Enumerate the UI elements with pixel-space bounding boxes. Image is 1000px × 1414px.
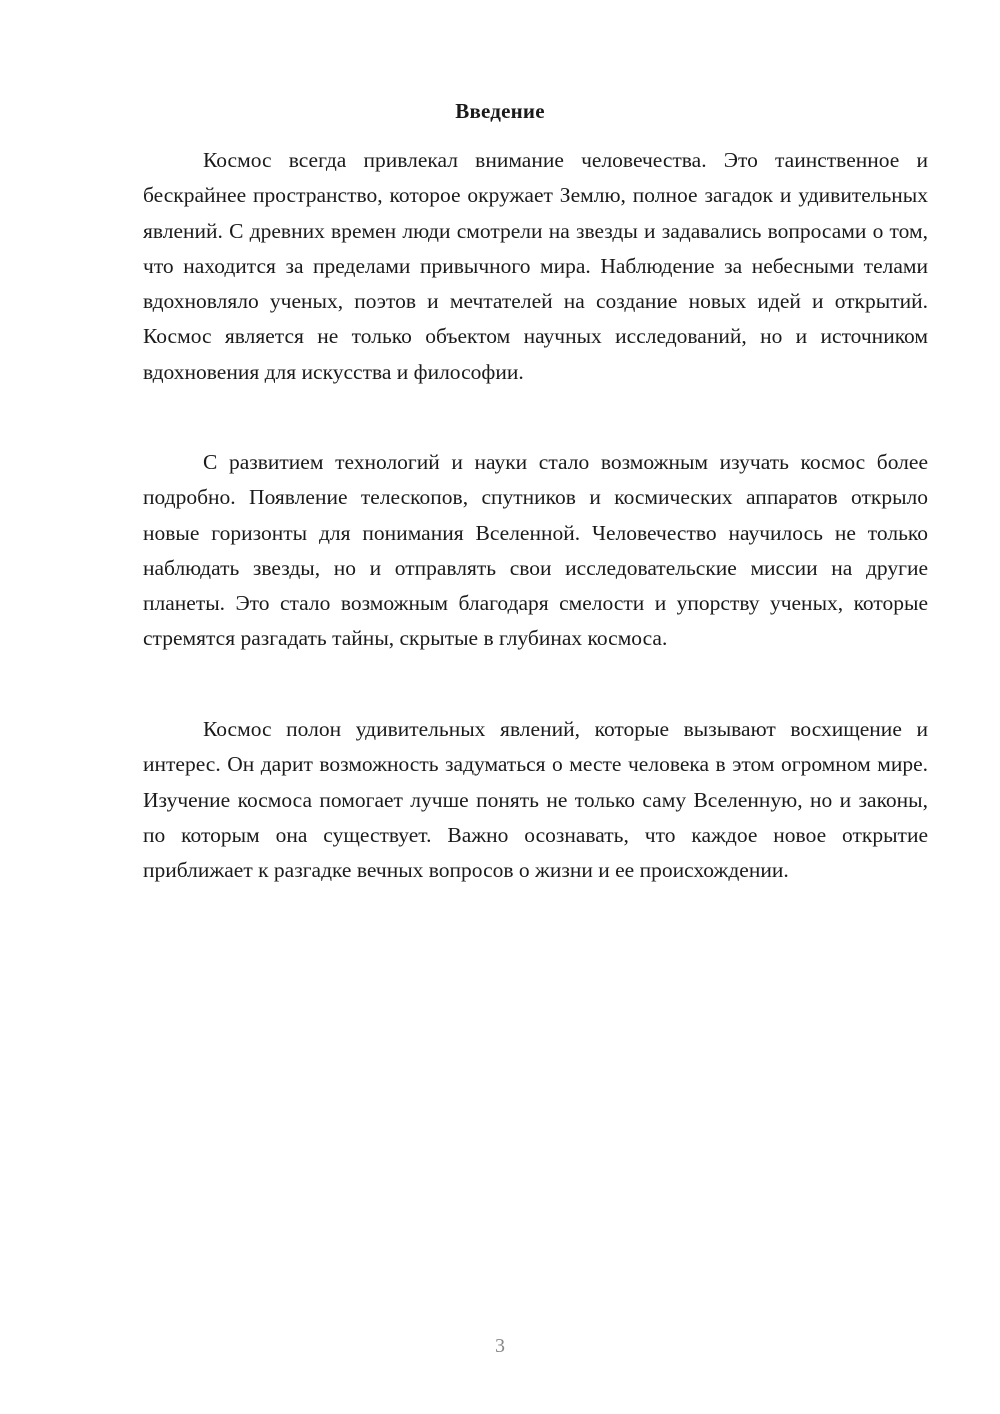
paragraph-3: Космос полон удивительных явлений, которые вызывают восхищение и интерес. Он дарит возможность задуматься о месте человека в этом огромном мире. Изучение космоса помогает лучше понять не только саму Вселенную, но и законы, по которым она существует. Важно осознавать, что каждое новое открытие приближает к разгадке вечных вопросов о жизни и ее происхождении. bbox=[143, 717, 928, 883]
paragraph-2-block bbox=[143, 445, 928, 657]
paragraph-2: С развитием технологий и науки стало возможным изучать космос более подробно. Появление телескопов, спутников и космических аппаратов открыло новые горизонты для понимания Вселенной. Человечество научилось не только наблюдать звезды, но и отправлять свои исследовательские миссии на другие планеты. Это стало возможным благодаря смелости и упорству ученых, которые стремятся разгадать тайны, скрытые в глубинах космоса. bbox=[143, 450, 928, 651]
section-heading: Введение bbox=[455, 99, 545, 123]
paragraph-3-block bbox=[143, 712, 928, 888]
paragraph-1-block bbox=[143, 143, 928, 390]
page-number: 3 bbox=[495, 1335, 505, 1357]
paragraph-1: Космос всегда привлекал внимание человечества. Это таинственное и бескрайнее пространство, которое окружает Землю, полное загадок и удивительных явлений. С древних времен люди смотрели на звезды и задавались вопросами о том, что находится за пределами привычного мира. Наблюдение за небесными телами вдохновляло ученых, поэтов и мечтателей на создание новых идей и открытий. Космос является не только объектом научных исследований, но и источником вдохновения для искусства и философии. bbox=[143, 148, 928, 384]
